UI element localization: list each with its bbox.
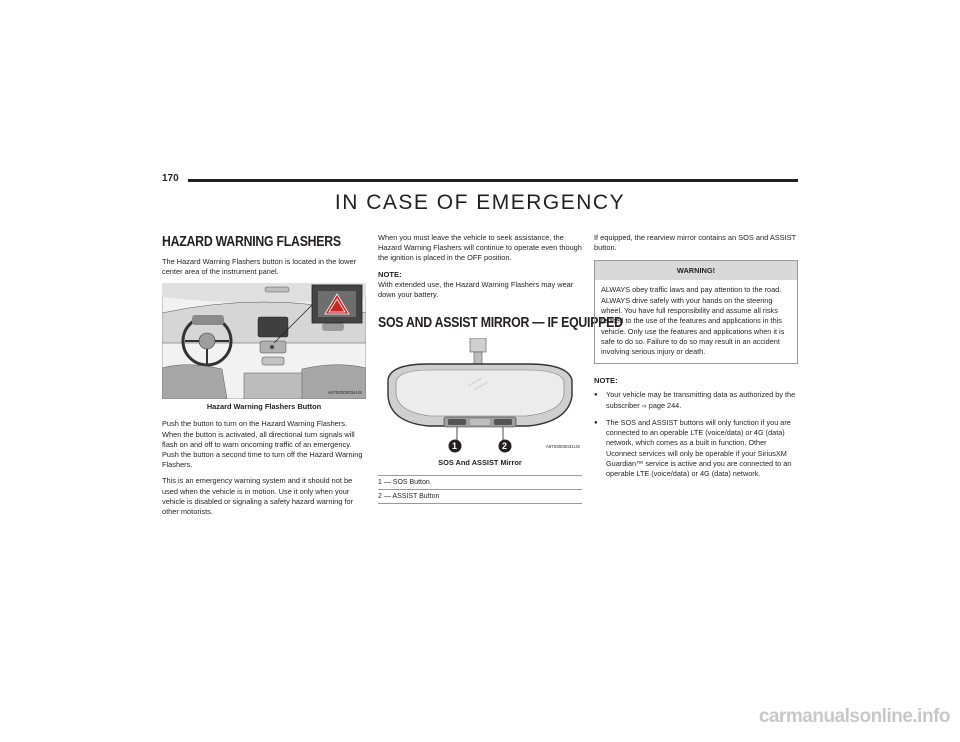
- hazard-figure-caption: Hazard Warning Flashers Button: [206, 402, 322, 412]
- sos-note-label: NOTE:: [594, 376, 618, 386]
- header-rule: [188, 179, 798, 182]
- hazard-note-label: NOTE:: [378, 269, 402, 279]
- list-item: [594, 390, 798, 411]
- watermark: carmanualsonline.info: [758, 706, 950, 727]
- column-warning: [594, 233, 798, 485]
- sos-intro: If equipped, the rearview mirror contains an SOS and ASSIST button.: [594, 233, 796, 253]
- rearview-mirror-illustration: [378, 338, 582, 456]
- bullet-icon: ●: [594, 419, 598, 426]
- hazard-para1: Push the button to turn on the Hazard Warning Flashers. When the button is activated, all directional turn signals will flash on and off to warn oncoming traffic of an emergency. Push the button a second time to turn off the Hazard Warning Flashers.: [162, 419, 363, 470]
- instrument-panel-illustration: [162, 283, 366, 399]
- hazard-intro: The Hazard Warning Flashers button is located in the lower center area of the instrument panel.: [162, 257, 357, 277]
- hazard-para3: When you must leave the vehicle to seek assistance, the Hazard Warning Flashers will continue to operate even though the ignition is placed in the OFF position.: [378, 233, 582, 263]
- callout-2: 2: [502, 441, 508, 452]
- list-item: [594, 418, 798, 479]
- note2-text: The SOS and ASSIST buttons will only function if you are connected to an operable LTE (voice/data) or 4G (data) network, which comes as a built in function. Other Uconnect services will only be operable if your SiriusXM Guardian™ service is active and you are connected to an operable LTE (voice/data) or 4G (data) network.: [606, 417, 792, 478]
- callout-1: 1: [452, 441, 458, 452]
- warning-text: ALWAYS obey traffic laws and pay attention to the road. ALWAYS drive safely with your hands on the steering wheel. You have full responsibility and assume all risks related to the use of the features and applications in this vehicle. Only use the features and applications when it is safe to do so. Failure to do so may result in an accident involving serious injury or death.: [601, 285, 785, 357]
- hazard-figure: [162, 283, 366, 399]
- sos-notes-list: [594, 390, 798, 479]
- chapter-title: IN CASE OF EMERGENCY: [334, 191, 626, 214]
- sos-figure-caption: SOS And ASSIST Mirror: [438, 458, 522, 468]
- warning-box: [594, 260, 798, 364]
- sos-mirror-figure: [378, 338, 582, 456]
- legend-row-assist: 2 — ASSIST Button: [378, 490, 582, 504]
- legend-row-sos: 1 — SOS Button: [378, 476, 582, 490]
- page-reference-arrow-icon: ➩: [641, 403, 647, 410]
- column-hazard: [162, 233, 366, 523]
- column-sos: [378, 233, 623, 504]
- page-number: 170: [162, 173, 179, 184]
- sos-legend-table: [378, 475, 582, 504]
- hazard-heading: HAZARD WARNING FLASHERS: [162, 233, 341, 250]
- note1-page-link[interactable]: page 244.: [648, 400, 682, 410]
- hazard-figure-code: A0702000034US: [327, 390, 362, 396]
- sos-button-shape: [448, 419, 466, 425]
- sos-heading: SOS AND ASSIST MIRROR — IF EQUIPPED: [378, 314, 623, 332]
- assist-button-shape: [494, 419, 512, 425]
- hazard-para2: This is an emergency warning system and it should not be used when the vehicle is in motion. Use it only when your vehicle is disabled or signaling a safety hazard warning for other motorists.: [162, 476, 354, 517]
- sos-figure-code: A0703000031US: [545, 444, 580, 450]
- note1-text: Your vehicle may be transmitting data as authorized by the subscriber: [606, 390, 796, 410]
- hazard-note-text: With extended use, the Hazard Warning Flashers may wear down your battery.: [378, 279, 574, 299]
- warning-title: WARNING!: [595, 261, 797, 280]
- bullet-icon: ●: [594, 392, 598, 399]
